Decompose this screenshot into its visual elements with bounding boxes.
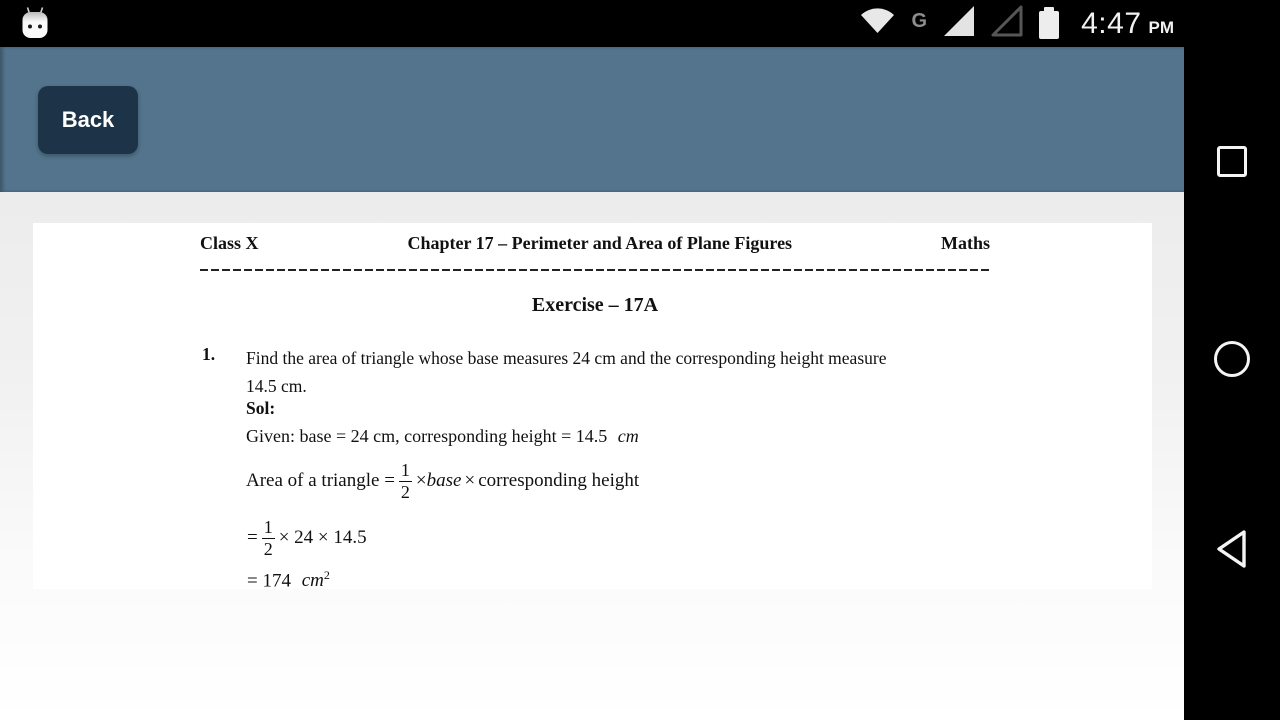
home-button[interactable]: [1184, 327, 1280, 391]
given-prefix: Given: base = 24 cm, corresponding height =: [246, 426, 572, 446]
home-circle-icon: [1214, 341, 1250, 377]
times-sign: ×: [464, 470, 476, 491]
clock: [1081, 7, 1174, 41]
fraction-numerator: 1: [400, 460, 410, 481]
fraction-denominator: 2: [263, 538, 273, 559]
area-formula-line: [246, 454, 639, 508]
back-button[interactable]: Back: [38, 86, 138, 154]
result-exponent: 2: [323, 568, 330, 582]
document-page[interactable]: [33, 223, 1152, 589]
network-type-label: G: [911, 10, 928, 32]
substitution-line: [247, 511, 367, 565]
result-unit: cm: [301, 570, 324, 589]
formula-suffix: corresponding height: [478, 470, 640, 491]
result-value: = 174: [247, 570, 291, 589]
formula-prefix: Area of a triangle =: [246, 470, 395, 491]
question-line2: 14.5 cm.: [246, 376, 307, 396]
wifi-icon: [859, 6, 896, 41]
fraction-one-half: [399, 460, 412, 501]
substitution-values: × 24 × 14.5: [278, 527, 367, 548]
given-line: [246, 426, 639, 447]
android-robot-icon: [21, 5, 49, 46]
subject-label: Maths: [941, 233, 990, 253]
app-header: [0, 47, 1184, 192]
signal-filled-icon: [943, 5, 975, 42]
given-unit: cm: [617, 426, 639, 446]
base-word: base: [426, 470, 462, 491]
clock-period: PM: [1148, 17, 1174, 37]
fraction-one-half: [262, 517, 275, 558]
times-sign: ×: [415, 470, 427, 491]
content-area: [0, 192, 1184, 720]
nav-bar: [1184, 0, 1280, 720]
battery-icon: [1039, 11, 1059, 39]
clock-time: 4:47: [1081, 6, 1142, 40]
result-line: [247, 565, 330, 589]
given-value: 14.5: [575, 426, 608, 446]
recents-square-icon: [1217, 146, 1247, 177]
fraction-numerator: 1: [263, 517, 273, 538]
signal-empty-icon: [991, 5, 1023, 42]
recents-button[interactable]: [1184, 129, 1280, 193]
question-text: [246, 344, 1006, 400]
back-nav-button[interactable]: [1184, 518, 1280, 582]
status-bar: [0, 0, 1280, 47]
class-label: Class X: [200, 233, 259, 253]
question-line1: Find the area of triangle whose base measures 24 cm and the corresponding height measure: [246, 348, 887, 368]
status-icons-group: [859, 0, 1174, 47]
chapter-title: Chapter 17 – Perimeter and Area of Plane Figures: [407, 233, 793, 253]
solution-label: Sol:: [246, 398, 276, 418]
question-number: 1.: [202, 344, 216, 364]
dashed-divider: [200, 269, 990, 271]
equals-sign: =: [247, 527, 258, 548]
fraction-denominator: 2: [400, 481, 410, 502]
exercise-title: Exercise – 17A: [531, 294, 659, 316]
back-triangle-icon: [1214, 528, 1250, 573]
document-header: [200, 233, 990, 254]
